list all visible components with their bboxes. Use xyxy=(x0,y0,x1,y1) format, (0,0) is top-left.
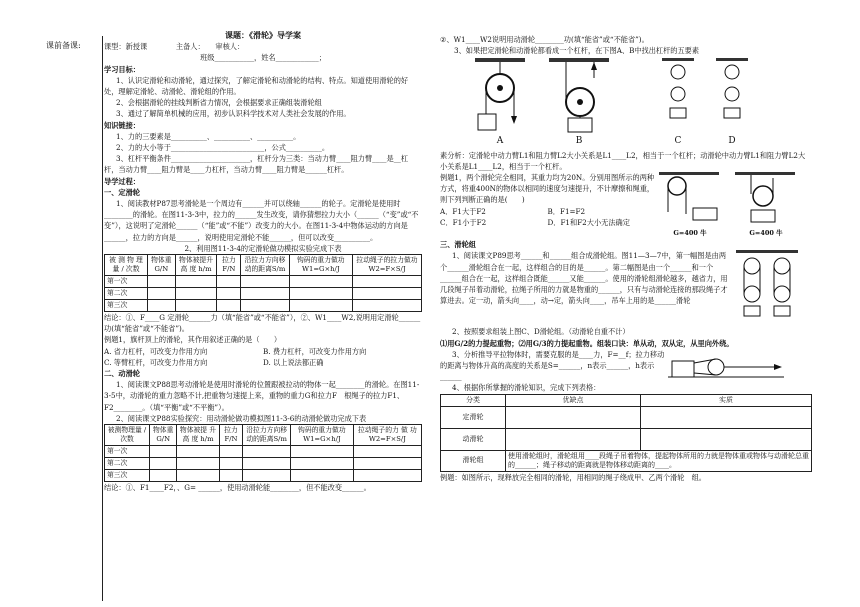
figure-label: B xyxy=(575,136,583,147)
margin-note: 课前备课: xyxy=(46,41,81,50)
lever-summary: 素分析：定滑轮中动力臂L1和阻力臂L2大小关系是L1____L2，相当于一个杠杆；动滑轮中动力臂L1和阻力臂L2大小关系是L1____L2，相当于一个杠杆。 xyxy=(440,150,806,171)
row-label: 第一次 xyxy=(105,276,148,288)
knowledge-item-3: 3、杠杆平衡条件______________________，杠杆分为三类：当动力臂____阻力臂____是__杠杆，当动力臂____阻力臂是____力杠杆，当动力臂____阻力臂是______杠杆。 xyxy=(104,154,409,175)
pulley-group-item-2b: ⑴用G/2的力提起重物；⑵用G/3的力提起重物。组装口诀：单从动，双从定，从里向外绕。 xyxy=(440,338,734,348)
row-label: 滑轮组 xyxy=(441,450,506,471)
page-title: 课题：《滑轮》导学案 xyxy=(225,30,301,40)
table1-header: 物体重G/N xyxy=(148,255,176,276)
example-2-block xyxy=(440,172,812,239)
row-label: 第三次 xyxy=(105,300,148,312)
option-d: D. 以上说法都正确 xyxy=(263,357,324,367)
pulley-group-item-2: 2、按照要求组装上图C、D滑轮组。（动滑轮自重不计） xyxy=(452,327,630,337)
row-label: 第二次 xyxy=(105,458,150,470)
example-2-fixed-diagram xyxy=(655,172,725,228)
work-conclusion: ②、W1____W2说明用动滑轮________功(填“能省”或“不能省”)。 xyxy=(440,35,649,44)
section-fixed-pulley: 一、定滑轮 xyxy=(104,187,140,197)
example-1: 例题1，旗杆顶上的滑轮，其作用叙述正确的是（ ） xyxy=(104,335,282,345)
table-row xyxy=(441,450,812,471)
footer-example: 例题：如图所示，现释放完全相同的滑轮，用相同的绳子绕成甲、乙两个滑轮 组。 xyxy=(440,472,706,482)
option-a: A．F1大于F2 xyxy=(440,206,486,216)
option-d: D．F1和F2大小无法确定 xyxy=(547,217,630,227)
movable-pulley-text: 1、阅读课文P88思考动滑轮是使用时滑轮的位置跟被拉动的物体一起________的滑轮。在图11-3-5中，动滑轮的重力忽略不计,把重物匀速提上来，重物的重力G和拉力F 根绳子的拉力F1、F2________。（填“平衡”或“不平衡”）。 xyxy=(104,380,420,412)
pulley-group-note: 使用滑轮组时，滑轮组用____段绳子吊着物体，提起物体所用的力就是物体重或物体与动滑轮总重的______；绳子移动的距离就是物体移动距离的____。 xyxy=(506,450,812,471)
pulley-group-d-diagram xyxy=(712,58,752,136)
pulley-group-item-4: 4、根据你所掌握的滑轮知识，完成下列表格： xyxy=(452,383,601,393)
weight-label: G=400 牛 xyxy=(749,229,783,238)
option-c: C. 等臂杠杆，可改变力作用方向 xyxy=(104,357,208,367)
fixed-pulley-table xyxy=(104,254,422,312)
example-2-figure-2 xyxy=(731,172,801,239)
process-heading: 导学过程： xyxy=(104,176,140,186)
example-2-text-block xyxy=(440,172,655,239)
header-meta-2: 班级___________，姓名____________； xyxy=(200,53,326,63)
example-2-figures xyxy=(655,172,801,239)
pulley-group-text: 1、阅读课文P89思考______和______组合成滑轮组。图11—3—7中，第一幅图是由两个______滑轮组合在一起，这样组合的目的是______。第二幅图是由一个______和一个______组合在一起，这样组合既能______又能______。使用的滑轮组滑轮越多，越省力，用几段绳子吊着动滑轮，拉绳子所用的力就是物重的______，只有与动滑轮连接的那段绳子才算进去。定一动，箭头向____，动→定，箭头向____，吊车上用的是______滑轮 xyxy=(440,251,728,306)
knowledge-heading: 知识链接： xyxy=(104,120,140,130)
table-row xyxy=(105,446,422,458)
table2-header: 拉动绳子的力 做 功 W2=F×S/J xyxy=(353,425,421,446)
option-c: C．F1小于F2 xyxy=(440,217,487,227)
table1-header: 物体被提升 高 度 h/m xyxy=(175,255,217,276)
section-movable-pulley: 二、动滑轮 xyxy=(104,369,140,379)
example-2-figure-1 xyxy=(655,172,725,239)
pulley-summary-table xyxy=(440,394,812,472)
table3-header: 实质 xyxy=(641,394,812,406)
row-label: 动滑轮 xyxy=(441,428,506,450)
figure-a xyxy=(470,58,530,147)
pulley-group-block xyxy=(440,250,812,326)
example-2-movable-diagram xyxy=(731,172,801,228)
pulley-group-diagram xyxy=(732,250,802,326)
pulley-group-c-diagram xyxy=(658,58,698,136)
table-row xyxy=(105,458,422,470)
row-label: 定滑轮 xyxy=(441,406,506,428)
table1-title: 2、利用图11-3-4的定滑轮做功模拟实验完成下表 xyxy=(184,243,342,253)
pulley-figures xyxy=(470,58,812,147)
knowledge-item-2: 2、力的大小等于__________________________，公式__________。 xyxy=(116,143,330,153)
knowledge-item-1: 1、力的三要素是__________、__________、__________。 xyxy=(116,131,301,141)
goal-item-3: 3、通过了解简单机械的应用，初步认识科学技术对人类社会发展的作用。 xyxy=(116,109,351,119)
lever-task: 3、如果把定滑轮和动滑轮都看成一个杠杆，在下图A、B中找出杠杆的五要素 xyxy=(454,46,700,56)
option-b: B. 费力杠杆，可改变力作用方向 xyxy=(263,346,367,356)
table2-header: 被测物理量 / 次数 xyxy=(105,425,150,446)
table2-header: 物体被提 升 高 度 h/m xyxy=(177,425,219,446)
header-meta-1: 课型：新授课 主备人： 审核人： xyxy=(104,42,245,52)
table2-title: 2、阅读课文P88实验探究：用动滑轮做功模拟图11-3-6的动滑轮做功完成下表 xyxy=(116,413,367,423)
table2-header: 拉力F/N xyxy=(219,425,243,446)
table1-header: 被 测 物 理量 / 次数 xyxy=(105,255,148,276)
figure-c xyxy=(658,58,698,147)
movable-pulley-table xyxy=(104,424,422,482)
figure-label: C xyxy=(674,136,682,147)
movable-pulley-conclusion: 结论：①、F1____F2，、G= ______，使用动滑轮能________，但不能改变______。 xyxy=(104,483,371,493)
table-row xyxy=(105,288,422,300)
example-1-options xyxy=(104,346,422,368)
fixed-pulley-diagram xyxy=(470,58,530,136)
figure-label: A xyxy=(496,136,504,147)
row-label: 第三次 xyxy=(105,470,150,482)
figure-b xyxy=(544,58,614,147)
table1-header: 钩码的重力做功W1=G×h/J xyxy=(289,255,352,276)
figure-d xyxy=(712,58,752,147)
right-column xyxy=(440,34,812,483)
margin-divider xyxy=(102,36,103,601)
table-row xyxy=(105,300,422,312)
figure-label: D xyxy=(728,136,736,147)
table2-header: 沿拉力方向移动的距离S/m xyxy=(243,425,291,446)
example-2-options xyxy=(440,206,655,228)
movable-pulley-diagram xyxy=(544,58,614,136)
option-b: B．F1=F2 xyxy=(547,206,586,216)
option-a: A. 省力杠杆，可改变力作用方向 xyxy=(104,346,208,356)
goal-item-2: 2、会根据滑轮的挂线判断省力情况，会根据要求正确组装滑轮组 xyxy=(116,98,322,108)
horizontal-pulley-diagram xyxy=(666,349,786,381)
goal-item-1: 1、认识定滑轮和动滑轮，通过探究，了解定滑轮和动滑轮的结构、特点。知道使用滑轮的好处，理解定滑轮、动滑轮、滑轮组的作用。 xyxy=(104,75,409,97)
fixed-pulley-conclusion: 结论：①、F____G 定滑轮______力（填“能省”或“不能省”），②、W1____W2,说明用定滑轮______功(填“能省”或“不能省”)。 xyxy=(104,313,421,334)
table2-header: 钩码的重力做功W1=G×h/J xyxy=(290,425,353,446)
section-pulley-group: 三、滑轮组 xyxy=(440,240,476,250)
row-label: 第二次 xyxy=(105,288,148,300)
left-column xyxy=(104,30,422,493)
table3-header: 分类 xyxy=(441,394,506,406)
weight-label: G=400 牛 xyxy=(673,229,707,238)
table-row xyxy=(441,406,812,428)
table-row xyxy=(441,428,812,450)
table1-header: 拉动绳子的拉力做功W2=F×S/J xyxy=(353,255,422,276)
table1-header: 拉力F/N xyxy=(217,255,241,276)
example-2: 例题1，两个滑轮完全相同，其重力均为20N。分别用图所示的两种方式，将重400N的物体以相同的速度匀速提升，不计摩擦和绳重，则下列判断正确的是( ) xyxy=(440,173,655,205)
table2-header: 物体重G/N xyxy=(150,425,177,446)
table3-header: 优缺点 xyxy=(506,394,641,406)
table-row xyxy=(105,470,422,482)
row-label: 第一次 xyxy=(105,446,150,458)
table1-header: 沿拉力方向移动的距离S/m xyxy=(241,255,289,276)
horizontal-pull-block xyxy=(440,349,812,383)
fixed-pulley-text: 1、阅读教材P87思考滑轮是一个周边有______并可以绕轴______的轮子。定滑轮是使用时________的滑轮。在图11-3-3中，拉力的______发生改变，请你猜想拉力大小（______（“变”或“不变”），这说明了定滑轮______（“能”或“不能”）改变力的大小。在图11-3-4中物体运动的方向是______，拉力的方向是______，说明使用定滑轮不能______，但可以改变__________。 xyxy=(104,199,419,242)
table-row xyxy=(105,276,422,288)
pulley-group-item-3: 3、分析推导平拉物体时，需要克服的是____力，F=__f；拉力移动的距离与物体升高的高度的关系是S=______，n表示______，h表示______ xyxy=(440,349,665,382)
goals-heading: 学习目标： xyxy=(104,64,140,74)
